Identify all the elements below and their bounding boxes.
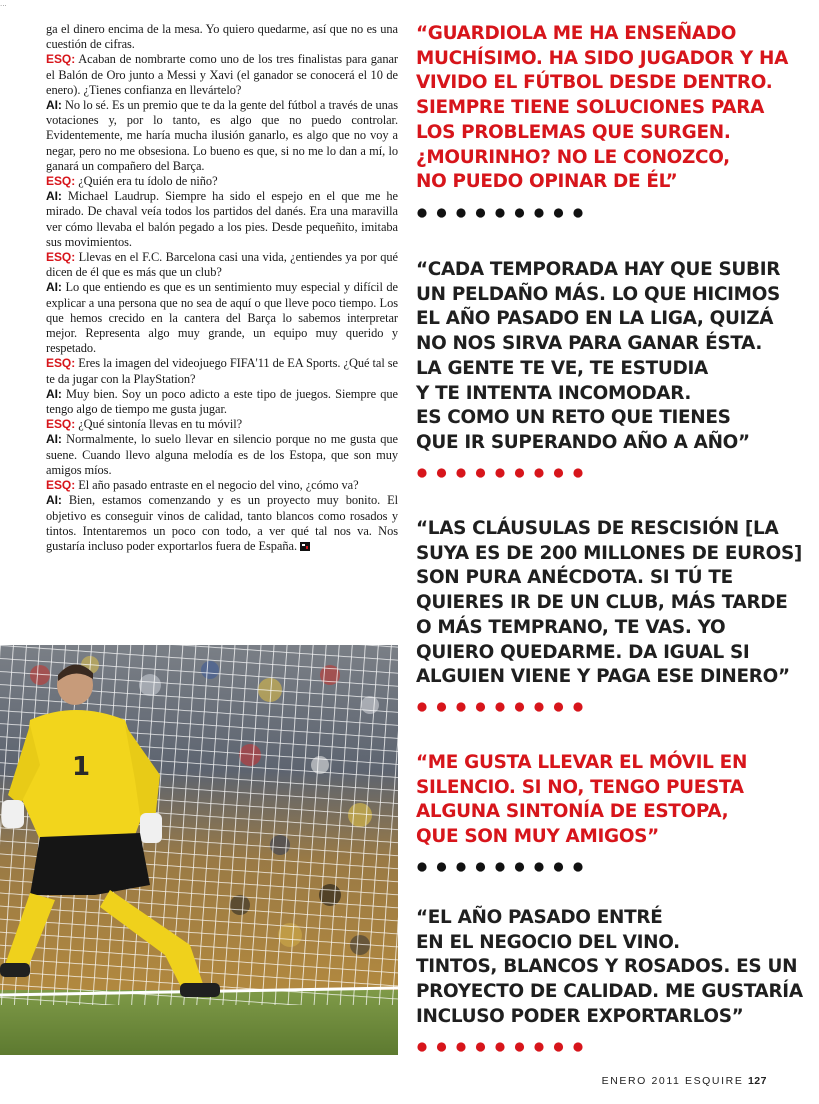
divider-dot <box>554 208 563 217</box>
divider-dot <box>456 208 465 217</box>
pull-quote-line: QUE IR SUPERANDO AÑO A AÑO” <box>416 431 750 453</box>
interview-paragraph: AI: No lo sé. Es un premio que te da la gente del fútbol a través de unas votaciones y, por lo tanto, es algo que no puedo controlar. Evidentemente, me haría mucha ilusión ganarlo, es algo que no voy a negar, pero no me obsesiona. Lo bueno es que, si no me lo dan a mí, lo ganará un compañero del Barça. <box>46 98 398 173</box>
pull-quote-line: ES COMO UN RETO QUE TIENES <box>416 407 731 429</box>
divider-dot <box>554 862 563 871</box>
divider-dot <box>456 702 465 711</box>
divider-dot <box>437 862 446 871</box>
pull-quote-vino <box>416 906 803 1030</box>
divider-dot <box>515 862 524 871</box>
divider-dot <box>534 208 543 217</box>
page-footer <box>602 1075 767 1087</box>
pull-quote-line: ALGUIEN VIENE Y PAGA ESE DINERO” <box>416 666 790 688</box>
pull-quote-line: NO PUEDO OPINAR DE ÉL” <box>416 171 678 193</box>
divider-dot <box>417 1042 426 1051</box>
divider-dot <box>554 468 563 477</box>
divider-dot <box>515 1042 524 1051</box>
divider-dot <box>515 468 524 477</box>
pull-quote-line: LOS PROBLEMAS QUE SURGEN. <box>416 121 731 143</box>
pull-quote-line: SUYA ES DE 200 MILLONES DE EUROS] <box>416 542 803 564</box>
divider-dot <box>573 862 582 871</box>
divider-dot <box>495 702 504 711</box>
speaker-tag-ai: AI: <box>46 189 62 204</box>
pull-quote-line: “ME GUSTA LLEVAR EL MÓVIL EN <box>416 752 748 773</box>
pull-quote-clausulas <box>416 517 802 690</box>
dot-divider <box>416 206 596 220</box>
pull-quote-line: “CADA TEMPORADA HAY QUE SUBIR <box>416 259 781 280</box>
pull-quote-line: SIEMPRE TIENE SOLUCIONES PARA <box>416 97 765 119</box>
pull-quote-line: “EL AÑO PASADO ENTRÉ <box>416 907 663 928</box>
pull-quote-line: “LAS CLÁUSULAS DE RESCISIÓN [LA <box>416 518 779 539</box>
pull-quote-line: NO NOS SIRVA PARA GANAR ÉSTA. <box>416 333 763 355</box>
pull-quote-line: SILENCIO. SI NO, TENGO PUESTA <box>416 776 744 798</box>
divider-dot <box>573 468 582 477</box>
interview-paragraph: ESQ: ¿Quién era tu ídolo de niño? <box>46 174 218 189</box>
pull-quote-line: ALGUNA SINTONÍA DE ESTOPA, <box>416 801 729 823</box>
interview-paragraph: ESQ: Eres la imagen del videojuego FIFA'11 de EA Sports. ¿Qué tal se te da jugar con la PlayStation? <box>46 356 398 386</box>
divider-dot <box>437 1042 446 1051</box>
divider-dot <box>417 702 426 711</box>
divider-dot <box>495 468 504 477</box>
interview-paragraph: AI: Muy bien. Soy un poco adicto a este tipo de juegos. Siempre que tengo algo de tiempo me gusta jugar. <box>46 386 398 417</box>
interview-paragraph: ESQ: Acaban de nombrarte como uno de los tres finalistas para ganar el Balón de Oro junto a Messi y Xavi (el ganador se conocerá el 10 de enero). ¿Tienes confianza en llevártelo? <box>46 52 398 97</box>
interview-paragraph: ESQ: ¿Qué sintonía llevas en tu móvil? <box>46 417 243 432</box>
end-of-article-icon <box>300 542 310 551</box>
pull-quote-line: PROYECTO DE CALIDAD. ME GUSTARÍA <box>416 981 803 1003</box>
speaker-tag-ai: AI: <box>46 280 62 295</box>
divider-dot <box>573 702 582 711</box>
pull-quote-line: EN EL NEGOCIO DEL VINO. <box>416 931 680 953</box>
divider-dot <box>476 862 485 871</box>
divider-dot <box>495 862 504 871</box>
interview-paragraph: AI: Normalmente, lo suelo llevar en silencio porque no me gusta que suene. Cuando llevo alguna melodía es de los Estopa, que son muy amigos míos. <box>46 432 398 477</box>
pull-quote-line: ¿MOURINHO? NO LE CONOZCO, <box>416 146 730 168</box>
interview-column <box>46 22 398 554</box>
speaker-tag-esq: ESQ: <box>46 356 76 371</box>
interview-paragraph: AI: Lo que entiendo es que es un sentimiento muy especial y difícil de explicar a una persona que no sea de aquí o que lleve poco tiempo. Los que hemos crecido en la cantera del Barça lo sabemos interpretar mejor. Representa algo muy grande, un equipo muy querido y respetado. <box>46 280 398 356</box>
divider-dot <box>417 208 426 217</box>
interview-paragraph: ga el dinero encima de la mesa. Yo quiero quedarme, así que no es una cuestión de cifras. <box>46 22 398 52</box>
pull-quote-line: QUIERO QUEDARME. DA IGUAL SI <box>416 641 750 663</box>
speaker-tag-esq: ESQ: <box>46 174 76 189</box>
pull-quote-line: TINTOS, BLANCOS Y ROSADOS. ES UN <box>416 956 798 978</box>
dot-divider <box>416 700 596 714</box>
divider-dot <box>417 862 426 871</box>
divider-dot <box>437 208 446 217</box>
divider-dot <box>534 862 543 871</box>
divider-dot <box>417 468 426 477</box>
divider-dot <box>515 208 524 217</box>
divider-dot <box>495 208 504 217</box>
divider-dot <box>515 702 524 711</box>
divider-dot <box>476 1042 485 1051</box>
speaker-tag-ai: AI: <box>46 386 62 401</box>
pull-quote-guardiola <box>416 22 788 195</box>
divider-dot <box>476 468 485 477</box>
pull-quote-line: LA GENTE TE VE, TE ESTUDIA <box>416 357 708 379</box>
divider-dot <box>534 468 543 477</box>
divider-dot <box>437 702 446 711</box>
svg-text:1: 1 <box>72 752 91 782</box>
pull-quote-line: MUCHÍSIMO. HA SIDO JUGADOR Y HA <box>416 47 789 69</box>
interview-paragraph: ESQ: El año pasado entraste en el negocio del vino, ¿cómo va? <box>46 478 359 493</box>
interview-paragraph: AI: Michael Laudrup. Siempre ha sido el espejo en el que me he mirado. De chaval veía todos los partidos del danés. Era una maravilla ver cómo llevaba el balón pegado a los pies. Desde pequeñito, imitaba sus movimientos. <box>46 189 398 249</box>
pull-quote-line: EL AÑO PASADO EN LA LIGA, QUIZÁ <box>416 308 774 330</box>
divider-dot <box>573 208 582 217</box>
goalkeeper-photo <box>0 645 398 1055</box>
speaker-tag-esq: ESQ: <box>46 417 76 432</box>
divider-dot <box>456 1042 465 1051</box>
speaker-tag-ai: AI: <box>46 493 62 508</box>
dot-divider <box>416 1040 596 1054</box>
issue-label: ENERO 2011 ESQUIRE <box>601 1075 744 1087</box>
divider-dot <box>554 702 563 711</box>
interview-paragraph: AI: Bien, estamos comenzando y es un proyecto muy bonito. El objetivo es conseguir vinos de calidad, tanto blancos como rosados y tintos. Intentaremos un poco con todo, a ver qué tal nos va. Nos gustaría incluso poder exportarlos fuera de España. <box>46 493 398 553</box>
cropped-header-fragment: ... <box>0 0 7 8</box>
speaker-tag-ai: AI: <box>46 98 62 113</box>
page-number: 127 <box>747 1075 767 1087</box>
divider-dot <box>476 702 485 711</box>
divider-dot <box>437 468 446 477</box>
pull-quote-line: VIVIDO EL FÚTBOL DESDE DENTRO. <box>416 72 773 94</box>
dot-divider <box>416 466 596 480</box>
pull-quote-line: O MÁS TEMPRANO, TE VAS. YO <box>416 616 726 638</box>
dot-divider <box>416 860 596 874</box>
pull-quote-line: Y TE INTENTA INCOMODAR. <box>416 382 692 404</box>
pull-quote-line: QUE SON MUY AMIGOS” <box>416 826 659 848</box>
divider-dot <box>476 208 485 217</box>
pull-quote-line: SON PURA ANÉCDOTA. SI TÚ TE <box>416 567 733 589</box>
pull-quote-line: INCLUSO PODER EXPORTARLOS” <box>416 1005 744 1027</box>
pull-quote-movil <box>416 751 747 850</box>
pull-quote-temporada <box>416 258 780 456</box>
divider-dot <box>534 1042 543 1051</box>
divider-dot <box>456 468 465 477</box>
pull-quote-line: QUIERES IR DE UN CLUB, MÁS TARDE <box>416 592 788 614</box>
pull-quote-line: UN PELDAÑO MÁS. LO QUE HICIMOS <box>416 283 780 305</box>
speaker-tag-ai: AI: <box>46 432 62 447</box>
interview-paragraph: ESQ: Llevas en el F.C. Barcelona casi una vida, ¿entiendes ya por qué dicen de él que es más que un club? <box>46 250 398 280</box>
divider-dot <box>456 862 465 871</box>
goalkeeper-illustration <box>0 645 398 1055</box>
divider-dot <box>573 1042 582 1051</box>
divider-dot <box>495 1042 504 1051</box>
speaker-tag-esq: ESQ: <box>46 52 76 67</box>
speaker-tag-esq: ESQ: <box>46 478 76 493</box>
speaker-tag-esq: ESQ: <box>46 250 76 265</box>
pull-quote-line: “GUARDIOLA ME HA ENSEÑADO <box>416 23 737 44</box>
divider-dot <box>554 1042 563 1051</box>
divider-dot <box>534 702 543 711</box>
